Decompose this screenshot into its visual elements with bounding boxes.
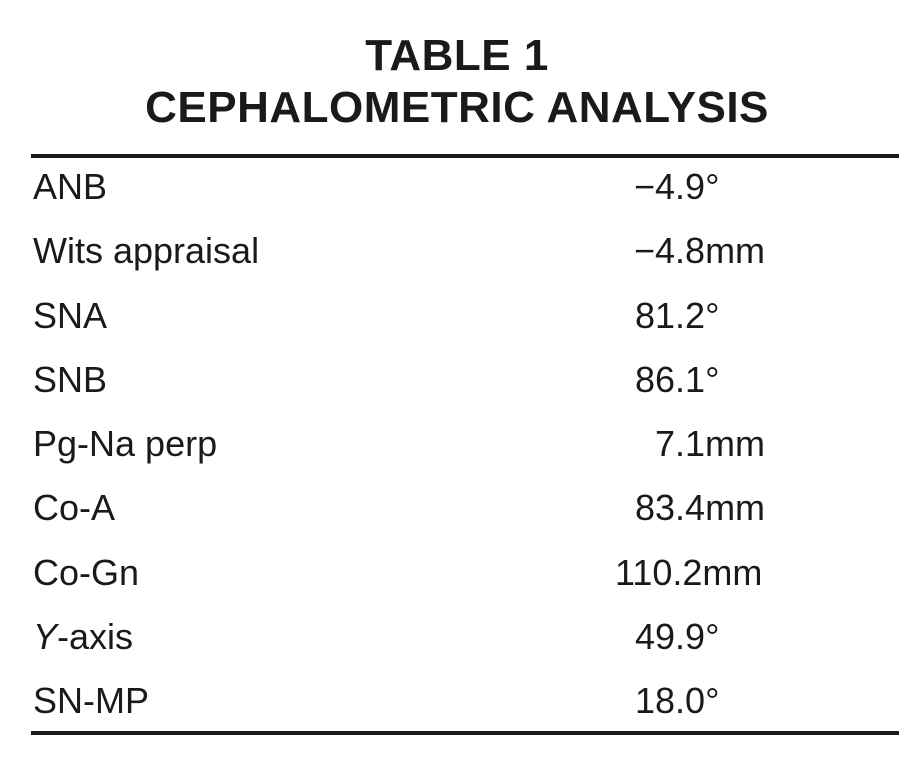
table-row (31, 221, 899, 285)
row-value: 7.1mm (655, 423, 766, 465)
row-value: −4.8mm (634, 230, 766, 272)
row-value: 110.2mm (615, 551, 763, 593)
table-row (31, 607, 899, 671)
row-value: 86.1° (635, 358, 720, 400)
row-value: 83.4mm (635, 487, 766, 529)
table-number: TABLE 1 (365, 31, 549, 80)
row-label: SNB (33, 358, 108, 400)
table-row (31, 286, 899, 350)
row-label: Pg-Na perp (33, 423, 218, 465)
row-label: SN-MP (33, 680, 149, 722)
row-label (33, 615, 133, 659)
row-value: 18.0° (635, 680, 720, 722)
row-label-italic: Y (33, 616, 58, 658)
table-body (31, 157, 899, 736)
table-title (0, 30, 914, 134)
table-row (31, 671, 899, 735)
table-row (31, 157, 899, 221)
table-row (31, 478, 899, 542)
table-row (31, 543, 899, 607)
row-label: SNA (33, 294, 108, 336)
row-label-rest: -axis (57, 616, 134, 658)
table-row (31, 350, 899, 414)
row-label: Co-A (33, 487, 116, 529)
bottom-rule (31, 731, 899, 735)
table-row (31, 414, 899, 478)
row-label: ANB (33, 166, 108, 207)
row-value: −4.9° (634, 166, 720, 207)
row-value: 81.2° (635, 294, 720, 336)
table-caption: CEPHALOMETRIC ANALYSIS (145, 83, 769, 132)
row-value: 49.9° (635, 616, 720, 658)
row-label: Wits appraisal (33, 230, 260, 272)
row-label: Co-Gn (33, 551, 140, 593)
